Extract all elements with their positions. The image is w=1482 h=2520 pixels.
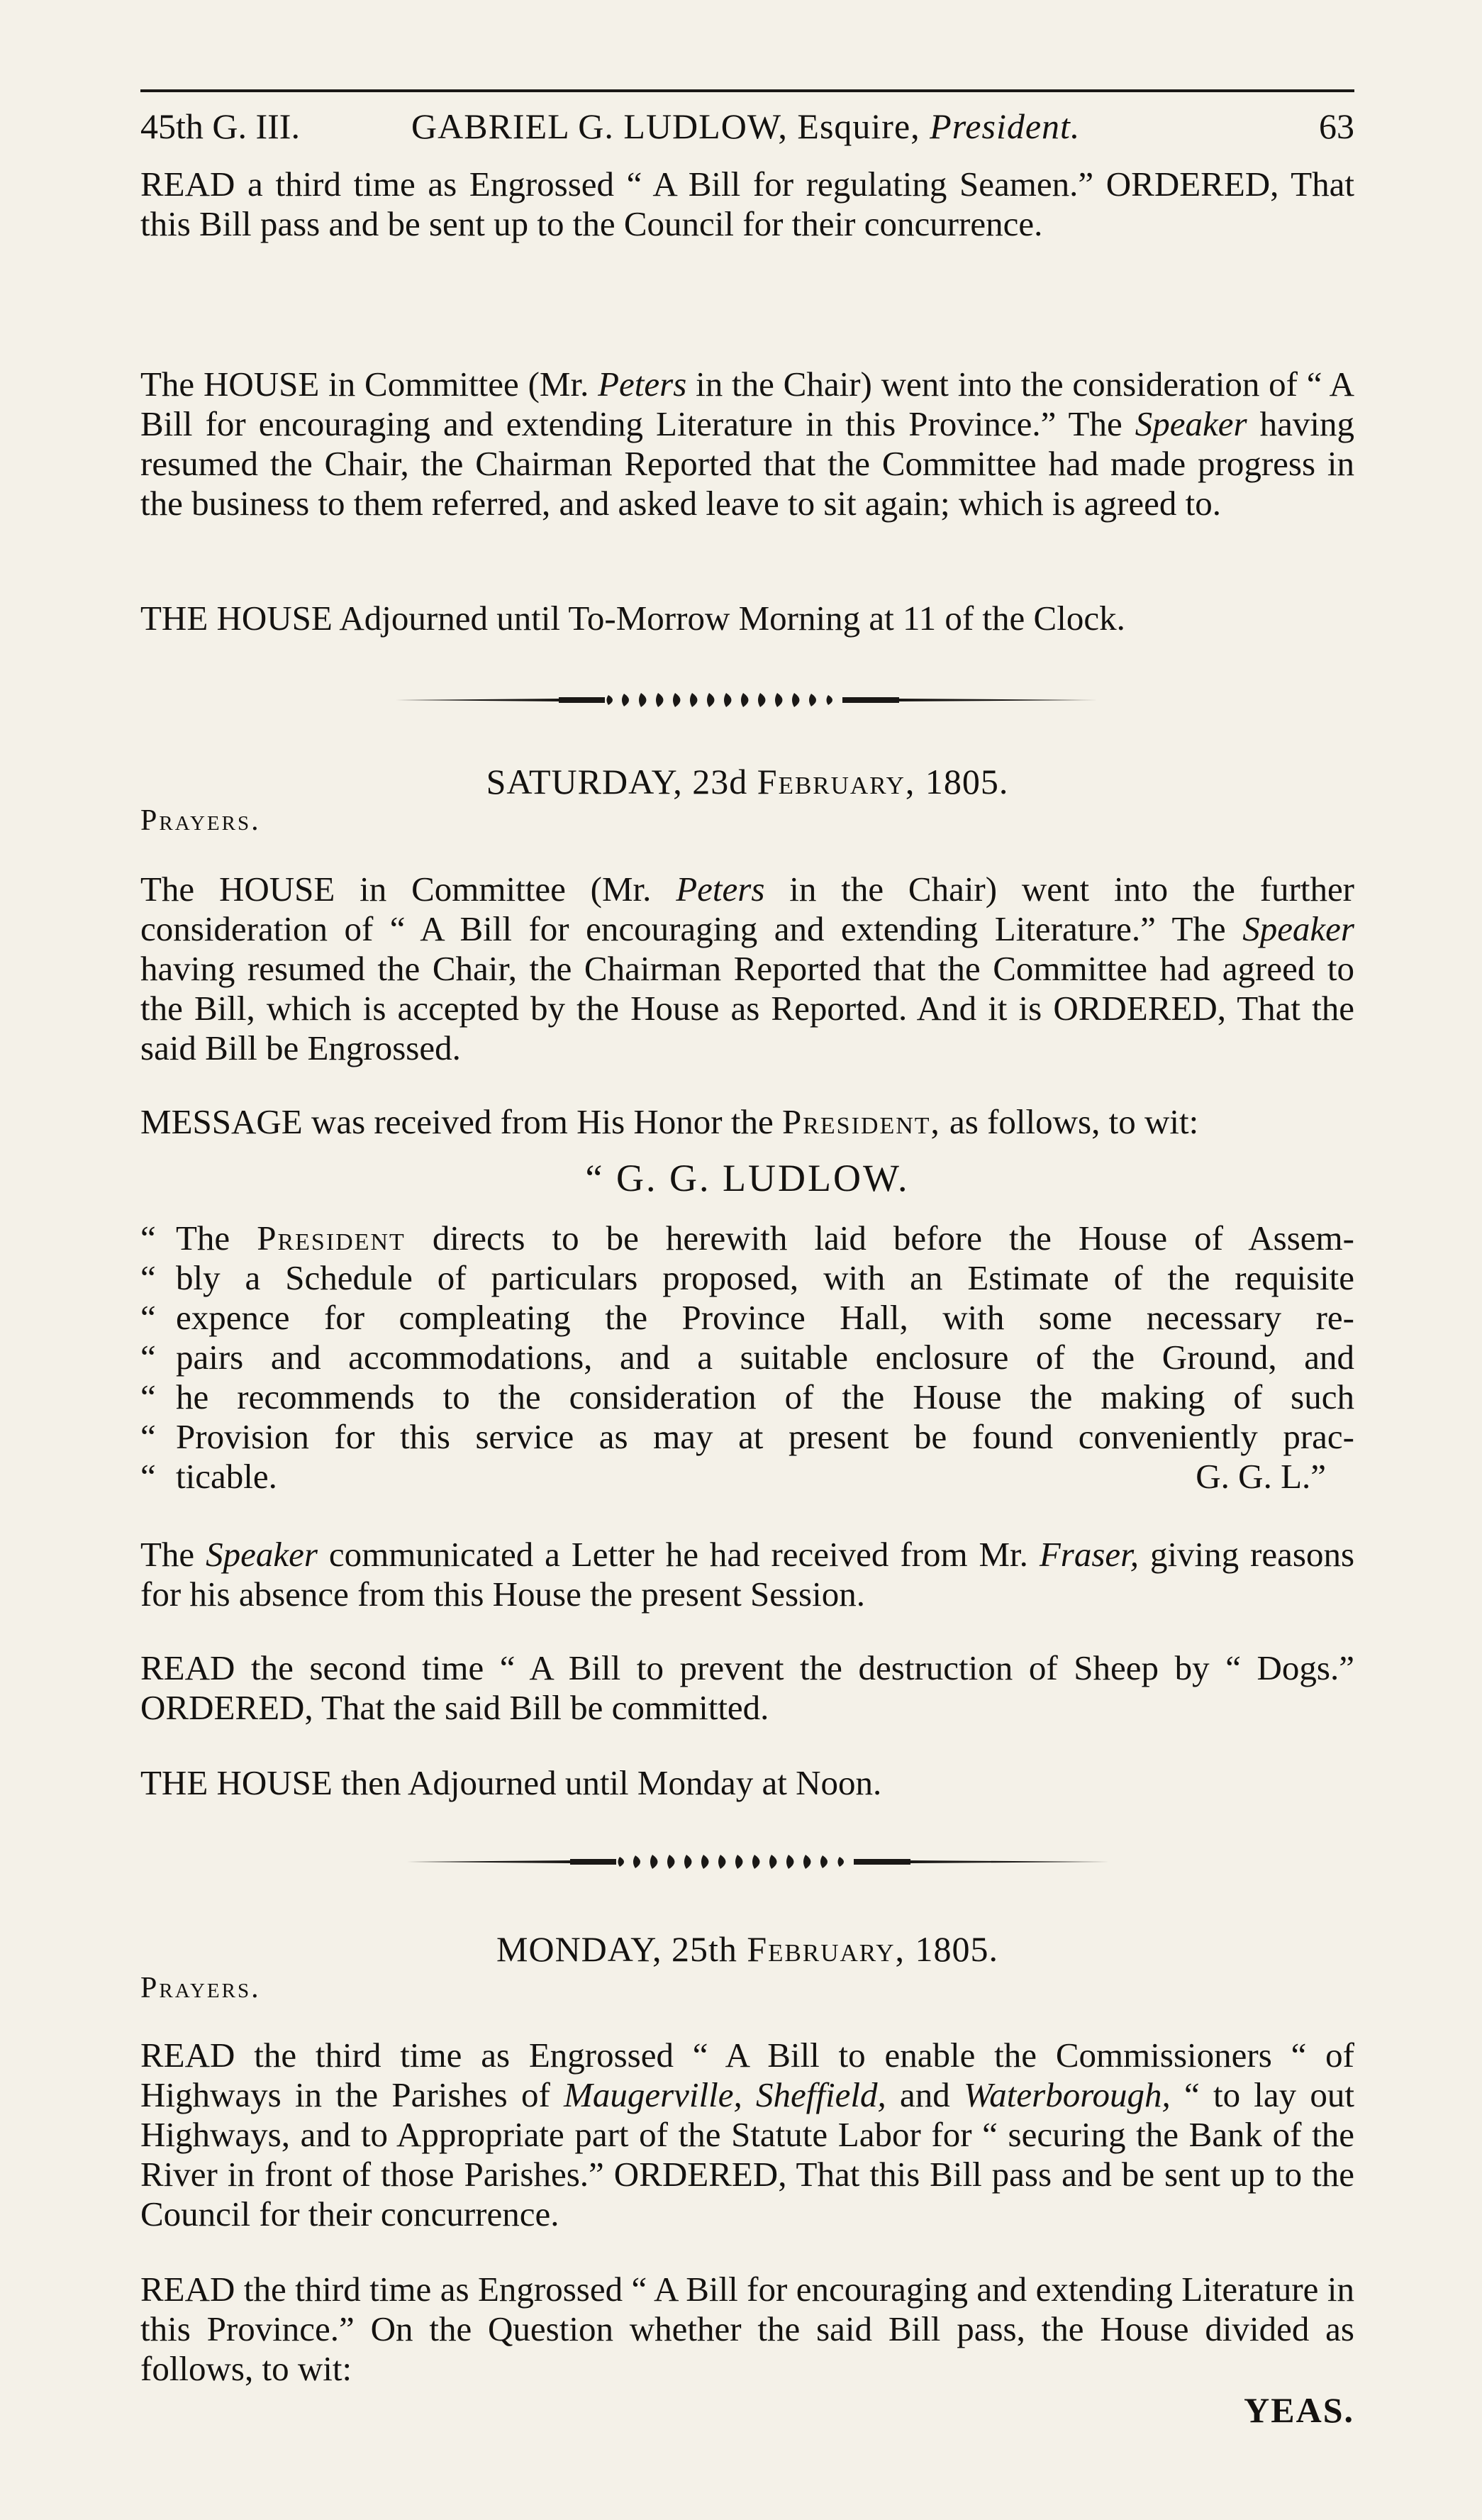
date-heading-saturday: SATURDAY, 23d February, 1805. [486,762,1009,801]
paragraph-highways-bill: READ the third time as Engrossed “ A Bill to enable the Commissioners “ of Highways in the Parishes of Maugerville, Sheffield, and Waterborough, “ to lay out Highways, and to Appropriate part of the Statute Labor for “ securing the Bank of the River in front of those Parishes.” ORDERED, That this Bill pass and be sent up to the Council for their concurrence. [140,2036,1355,2233]
message-signature-heading: “ G. G. LUDLOW. [585,1157,910,1199]
paragraph-message-received: MESSAGE was received from His Honor the President, as follows, to wit: [140,1102,1199,1141]
message-initials: G. G. L.” [1196,1457,1326,1496]
header-rule [140,89,1354,92]
document-page [140,0,1354,2520]
message-line: “ pairs and accommodations, and a suitable enclosure of the Ground, and [140,1338,1354,1377]
date-heading-monday: MONDAY, 25th February, 1805. [496,1929,998,1969]
message-line: “ Provision for this service as may at present be found conveniently prac- [140,1417,1354,1456]
prayers-label: Prayers. [140,804,261,837]
header-regnal-year: 45th G. III. [140,106,300,146]
page-number: 63 [1319,106,1354,146]
paragraph-literature-committee: The HOUSE in Committee (Mr. Peters in the Chair) went into the consideration of “ A Bill for encouraging and extending Literature in this Province.” The Speaker having resumed the Chair, the Chairman Reported that the Committee had made progress in the business to them referred, and asked leave to sit again; which is agreed to. [140,365,1354,523]
paragraph-adjourned-monday: THE HOUSE then Adjourned until Monday at Noon. [140,1763,882,1802]
ornamental-divider [396,689,1098,711]
message-line: “ The President directs to be herewith laid before the House of Assem- [140,1219,1354,1258]
header-title: GABRIEL G. LUDLOW, Esquire, President. [411,106,1081,146]
running-header [140,98,1354,155]
paragraph-seamen-bill: READ a third time as Engrossed “ A Bill for regulating Seamen.” ORDERED, That this Bill pass and be sent up to the Council for their concurrence. [140,165,1354,243]
message-line: “ bly a Schedule of particulars proposed, with an Estimate of the requisite [140,1258,1354,1297]
paragraph-fraser-letter: The Speaker communicated a Letter he had received from Mr. Fraser, giving reasons for his absence from this House the present Session. [140,1535,1355,1614]
message-line: “ expence for compleating the Province Hall, with some necessary re- [140,1298,1354,1337]
paragraph-adjourned: THE HOUSE Adjourned until To-Morrow Morning at 11 of the Clock. [140,599,1125,638]
message-text [140,1219,1354,1497]
paragraph-literature-further: The HOUSE in Committee (Mr. Peters in the Chair) went into the further consideration of “ A Bill for encouraging and extending Literature.” The Speaker having resumed the Chair, the Chairman Reported that the Committee had agreed to the Bill, which is accepted by the House as Reported. And it is ORDERED, That the said Bill be Engrossed. [140,870,1355,1067]
paragraph-literature-vote: READ the third time as Engrossed “ A Bill for encouraging and extending Literature in this Province.” On the Question whether the said Bill pass, the House divided as follows, to wit: [140,2270,1354,2388]
ornamental-divider [407,1851,1109,1872]
yeas-heading: YEAS. [1244,2390,1354,2430]
message-line: “ ticable. G. G. L.” [140,1457,1354,1497]
prayers-label: Prayers. [140,1972,261,2004]
message-line: “ he recommends to the consideration of the House the making of such [140,1377,1354,1416]
paragraph-sheep-bill: READ the second time “ A Bill to prevent the destruction of Sheep by “ Dogs.” ORDERED, That the said Bill be committed. [140,1648,1354,1727]
